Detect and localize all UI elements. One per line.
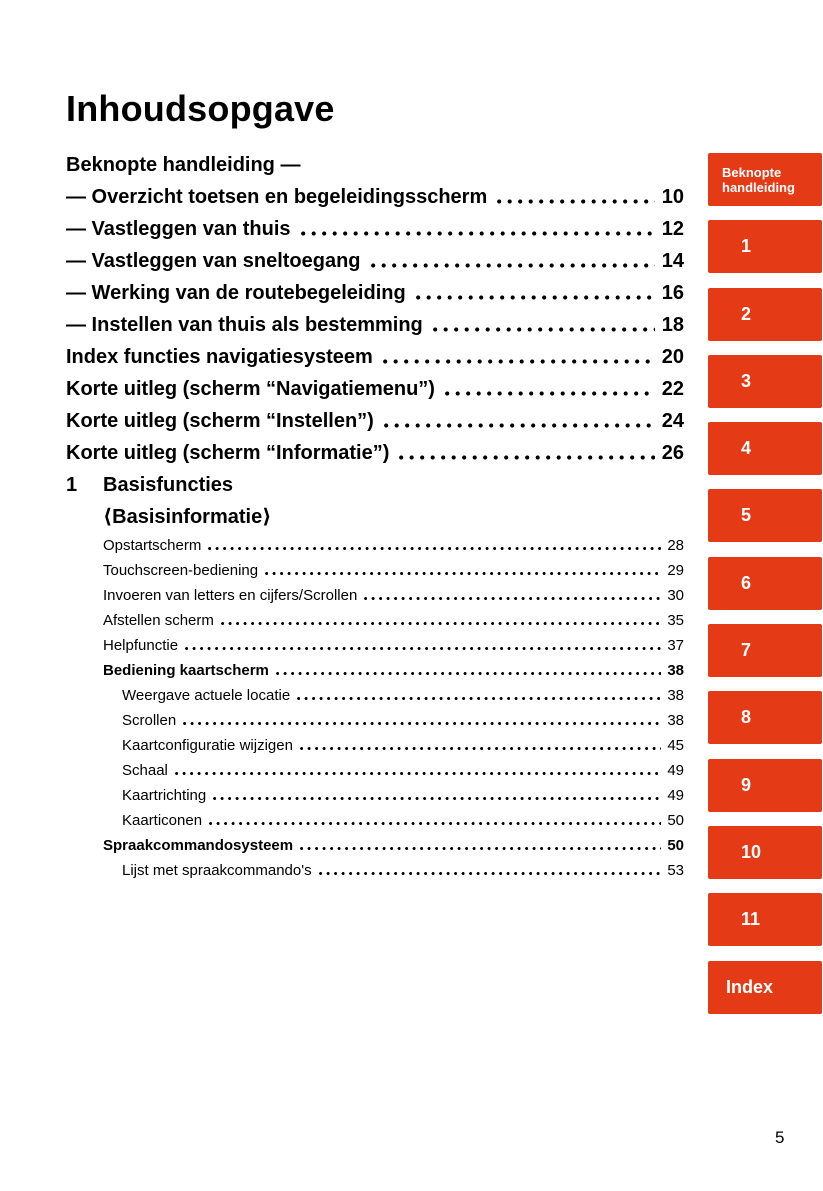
tab-5: 5 [708,489,822,542]
toc-entry-label: Opstartscherm [103,537,202,554]
toc-entry-page: 38 [667,662,684,679]
tab-index: Index [708,961,822,1014]
toc-entry [66,149,684,181]
tab-10: 10 [708,826,822,879]
dot-leader [371,263,655,268]
toc-entry [66,683,684,708]
toc-entry [66,437,684,469]
chapter-tab-column [708,153,822,1014]
toc-entry-label: Bediening kaartscherm [103,662,269,679]
dot-leader [300,846,661,851]
tab-9: 9 [708,759,822,812]
tab-beknopte-handleiding: Beknopte handleiding [708,153,822,206]
toc-section-subtitle [66,501,684,533]
toc-entry-page: 49 [667,787,684,804]
toc-entry-page: 53 [667,862,684,879]
toc-entry-label: Kaartconfiguratie wijzigen [122,737,293,754]
toc-entry-label: Schaal [122,762,168,779]
toc-entry-page: 38 [667,712,684,729]
toc-entry [66,213,684,245]
dot-leader [319,871,662,876]
toc-entry-page: 26 [661,442,684,464]
toc-entry-page: 38 [667,687,684,704]
tab-11: 11 [708,893,822,946]
toc-entry-label: — Werking van de routebegeleiding [66,282,406,304]
toc-entry-label: Korte uitleg (scherm “Informatie”) [66,442,390,464]
tab-8: 8 [708,691,822,744]
toc-entry-label: — Vastleggen van thuis [66,218,291,240]
tab-1: 1 [708,220,822,273]
dot-leader [445,391,655,396]
dot-leader [213,796,661,801]
dot-leader [383,359,655,364]
toc-entry [66,708,684,733]
toc-entry [66,808,684,833]
dot-leader [208,546,661,551]
toc-entry [66,309,684,341]
tab-2: 2 [708,288,822,341]
dot-leader [416,295,655,300]
toc-entry [66,583,684,608]
toc-entry-label: Lijst met spraakcommando's [122,862,312,879]
toc-entry-page: 20 [661,346,684,368]
dot-leader [297,696,661,701]
toc-entry-page: 12 [661,218,684,240]
toc-entry [66,783,684,808]
dot-leader [301,231,655,236]
tab-4: 4 [708,422,822,475]
tab-3: 3 [708,355,822,408]
toc-entry-label: Korte uitleg (scherm “Instellen”) [66,410,374,432]
tab-7: 7 [708,624,822,677]
toc-entry [66,658,684,683]
section-title: Basisfuncties [103,474,234,496]
toc-entry-label: — Instellen van thuis als bestemming [66,314,423,336]
dot-leader [399,455,654,460]
toc-entry-page: 49 [667,762,684,779]
dot-leader [185,646,661,651]
toc-entry-page: 37 [667,637,684,654]
toc-entry [66,758,684,783]
dot-leader [265,571,661,576]
toc-entry [66,277,684,309]
section-number: 1 [66,474,78,496]
dot-leader [276,671,661,676]
toc-entry [66,181,684,213]
dot-leader [221,621,661,626]
dot-leader [497,199,655,204]
toc-entry-page: 18 [661,314,684,336]
toc-entry [66,833,684,858]
toc-entry [66,341,684,373]
dot-leader [300,746,661,751]
toc-entry-page: 50 [667,837,684,854]
page-number: 5 [775,1128,785,1147]
toc-entry-label: Kaartrichting [122,787,207,804]
toc-content [66,88,684,883]
toc-entry-label: Beknopte handleiding — [66,154,301,176]
toc-entry-page: 45 [667,737,684,754]
toc-entry-page: 30 [667,587,684,604]
toc-entry-label: Korte uitleg (scherm “Navigatiemenu”) [66,378,435,400]
toc-entry-label: Scrollen [122,712,177,729]
toc-entry [66,858,684,883]
toc-entry [66,608,684,633]
toc-entry [66,533,684,558]
dot-leader [209,821,661,826]
toc-entry [66,245,684,277]
toc-entry-label: Index functies navigatiesysteem [66,346,373,368]
toc-entry-label: Touchscreen-bediening [103,562,259,579]
toc-entry [66,633,684,658]
toc-entry-label: — Overzicht toetsen en begeleidingsscherm [66,186,488,208]
toc-entry-page: 14 [661,250,684,272]
tab-6: 6 [708,557,822,610]
toc-entry [66,733,684,758]
dot-leader [364,596,661,601]
dot-leader [433,327,655,332]
toc-entry-page: 28 [667,537,684,554]
toc-entry-page: 29 [667,562,684,579]
toc-entry-page: 35 [667,612,684,629]
toc-entry-label: Weergave actuele locatie [122,687,291,704]
toc-entry-label: Invoeren van letters en cijfers/Scrollen [103,587,358,604]
toc-entry-label: Spraakcommandosysteem [103,837,294,854]
toc-entry-label: Afstellen scherm [103,612,214,629]
dot-leader [183,721,661,726]
toc-entry-label: Helpfunctie [103,637,179,654]
toc-entry-page: 10 [661,186,684,208]
toc-entry-label: — Vastleggen van sneltoegang [66,250,361,272]
toc-section-heading [66,469,684,501]
section-subtitle: ⟨Basisinformatie⟩ [103,506,272,528]
toc-entry [66,405,684,437]
toc-entry-page: 16 [661,282,684,304]
toc-entry-page: 24 [661,410,684,432]
toc-entry [66,558,684,583]
dot-leader [384,423,655,428]
page-title: Inhoudsopgave [66,88,335,129]
toc-entry-page: 22 [661,378,684,400]
toc-entry-label: Kaarticonen [122,812,203,829]
toc-entry [66,373,684,405]
toc-entry-page: 50 [667,812,684,829]
dot-leader [175,771,661,776]
